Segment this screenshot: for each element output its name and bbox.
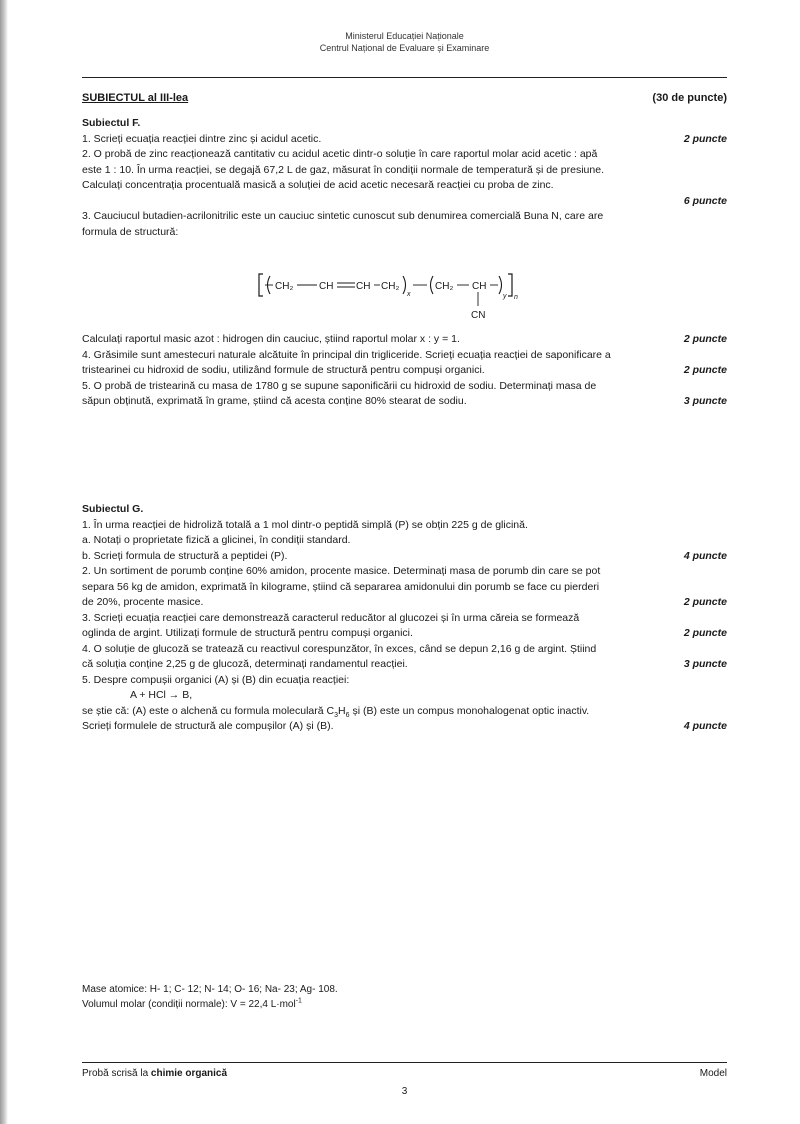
subject-points: (30 de puncte) [652, 92, 727, 104]
inner-paren-right-2 [499, 276, 502, 294]
g-q5-line3-a: se știe că: (A) este o alchenă cu formula moleculară C [82, 704, 335, 717]
footer-exam-type: Probă scrisă la [82, 1068, 151, 1079]
footer-rule [82, 1062, 727, 1063]
index-n: n [514, 294, 518, 301]
g-q5-line1: 5. Despre compușii organici (A) și (B) din ecuația reacției: [82, 673, 350, 686]
g-q1-points: 4 puncte [683, 549, 727, 562]
f-q3-line3: Calculați raportul masic azot : hidrogen din cauciuc, știind raportul molar x : y = 1. [82, 333, 460, 345]
f-question-2 [82, 147, 727, 209]
ch-b: CH [356, 281, 371, 292]
g-q1-b-row [82, 549, 727, 565]
ch2-c: CH₂ [435, 281, 454, 292]
g-q3-line2-row [82, 626, 727, 642]
hydrogen-symbol: H [338, 704, 346, 717]
g-q4-line2-row [82, 657, 727, 673]
index-x: x [407, 291, 411, 298]
f-question-4 [82, 348, 727, 379]
f-question-1 [82, 132, 727, 148]
g-q3-points: 2 puncte [683, 627, 727, 639]
g-q2-line1: 2. Un sortiment de porumb conține 60% amidon, procente masice. Determinați masa de porumb din care se pot [82, 565, 601, 577]
footer-left [82, 1068, 227, 1079]
f-q4-line2: tristearinei cu hidroxid de sodiu, utilizând formule de structură pentru compuși organici. [82, 364, 485, 376]
g-q5-line3 [82, 704, 727, 720]
header-rule [82, 77, 727, 78]
ch2-b: CH₂ [381, 281, 400, 292]
g-q3-line1: 3. Scrieți ecuația reacției care demonstrează caracterul reducător al glucozei și în urma căreia se formează [82, 611, 580, 624]
f-q2-line1: 2. O probă de zinc reacționează cantitativ cu acidul acetic dintr-o soluție în care raportul molar acid acetic : apă [82, 148, 598, 160]
page-left-border [0, 0, 8, 1124]
g-q5-points: 4 puncte [683, 720, 727, 732]
atomic-masses-line: Mase atomice: H- 1; C- 12; N- 14; O- 16; Na- 23; Ag- 108. [82, 984, 338, 995]
f-q2-line2: este 1 : 10. În urma reacției, se degajă 67,2 L de gaz, măsurat în condiții normale de temperatură și de presiune. [82, 163, 604, 176]
section-f-cont [82, 332, 727, 410]
g-q4-line2: că soluția conține 2,25 g de glucoză, determinați randamentul reacției. [82, 658, 408, 670]
g-q2-points: 2 puncte [683, 596, 727, 608]
f-q3-question [82, 332, 727, 348]
f-q4-line2-row [82, 363, 727, 379]
g-q4-line1: 4. O soluție de glucoză se tratează cu reactivul corespunzător, în exces, când se depun 2,16 g de argint. Știind [82, 642, 597, 655]
molar-volume-line [82, 997, 338, 1012]
exam-page [82, 0, 727, 1124]
g-q5-line4: Scrieți formulele de structură ale compușilor (A) și (B). [82, 720, 334, 732]
molar-volume-exponent: -1 [295, 997, 302, 1005]
subject-title: SUBIECTUL al III-lea [82, 92, 189, 104]
ch-c: CH [472, 281, 487, 292]
section-f-title: Subiectul F. [82, 117, 141, 129]
buna-n-structure-formula [257, 268, 557, 328]
g-q5-equation: A + HCl → B, [130, 689, 193, 701]
f-q5-line1: 5. O probă de tristearină cu masa de 1780 g se supune saponificării cu hidroxid de sodiu. Determinați masa de [82, 379, 597, 392]
g-q1-a: a. Notați o proprietate fizică a glicinei, în condiții standard. [82, 534, 351, 546]
f-q2-points: 6 puncte [683, 194, 727, 207]
f-q1-points: 2 puncte [683, 132, 727, 145]
f-q4-points: 2 puncte [683, 364, 727, 376]
page-number: 3 [401, 1086, 408, 1097]
ch2-a: CH₂ [275, 281, 294, 292]
g-q5-line4-row [82, 719, 727, 735]
ch-a: CH [319, 281, 334, 292]
atomic-masses [82, 982, 338, 1012]
f-q5-points: 3 puncte [683, 395, 727, 407]
index-y: y [503, 293, 507, 300]
f-q5-line2-row [82, 394, 727, 410]
carbon-subscript: 3 [334, 711, 339, 719]
outer-bracket-right [508, 274, 512, 296]
g-q2-line3-row [82, 595, 727, 611]
cn-group: CN [471, 310, 486, 321]
g-q1-line1: 1. În urma reacției de hidroliză totală a 1 mol dintr-o peptidă simplă (P) se obțin 225 g de glicină. [82, 518, 528, 531]
page-header [82, 30, 727, 54]
ministry-name: Ministerul Educației Naționale [345, 31, 464, 41]
g-q5-line3-b: și (B) este un compus monohalogenat optic inactiv. [349, 704, 590, 717]
inner-paren-left-2 [431, 276, 434, 294]
footer-subject: chimie organică [150, 1068, 228, 1079]
g-q2-line3: de 20%, procente masice. [82, 596, 204, 608]
molar-volume-text: Volumul molar (condiții normale): V = 22,4 L·mol [82, 999, 296, 1010]
f-question-5 [82, 379, 727, 410]
g-q3-line2: oglinda de argint. Utilizați formule de structură pentru compuși organici. [82, 627, 413, 639]
f-q3-line1: 3. Cauciucul butadien-acrilonitrilic este un cauciuc sintetic cunoscut sub denumirea comercială Buna N, care are [82, 210, 604, 222]
f-q4-line1: 4. Grăsimile sunt amestecuri naturale alcătuite în principal din trigliceride. Scrieți ecuația reacției de saponificare a [82, 348, 611, 361]
footer-model: Model [699, 1068, 727, 1079]
f-question-3 [82, 209, 727, 240]
page-footer [82, 1068, 727, 1079]
f-q1-text: 1. Scrieți ecuația reacției dintre zinc și acidul acetic. [82, 132, 322, 145]
subject-heading [82, 92, 727, 104]
section-g [82, 502, 727, 735]
section-g-title: Subiectul G. [82, 503, 144, 515]
f-q2-line3: Calculați concentrația procentuală masică a soluției de acid acetic necesară reacției cu proba de zinc. [82, 179, 554, 191]
f-q3-line2: formula de structură: [82, 225, 179, 238]
outer-bracket-left [259, 274, 263, 296]
g-q4-points: 3 puncte [683, 658, 727, 670]
section-f [82, 116, 727, 240]
hydrogen-subscript: 6 [345, 711, 350, 719]
f-q3-points: 2 puncte [683, 333, 727, 345]
g-q1-b: b. Scrieți formula de structură a peptidei (P). [82, 549, 288, 562]
inner-paren-right [403, 276, 406, 294]
f-q5-line2: săpun obținută, exprimată în grame, știind că acesta conține 80% stearat de sodiu. [82, 395, 467, 407]
center-name: Centrul Național de Evaluare și Examinare [319, 43, 490, 53]
g-q2-line2: separa 56 kg de amidon, exprimată în kilograme, știind că separarea amidonului din porumb se face cu pierderi [82, 580, 600, 593]
